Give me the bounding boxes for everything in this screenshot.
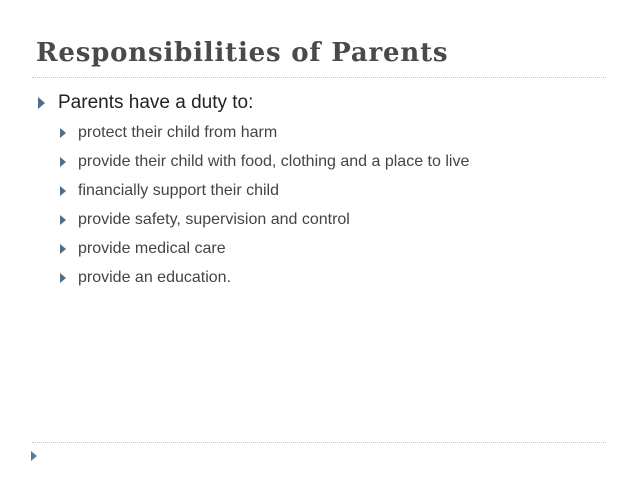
- bullet-triangle-icon: [60, 157, 66, 167]
- list-item: provide safety, supervision and control: [78, 211, 350, 228]
- list-item: provide medical care: [78, 240, 226, 257]
- list-item: protect their child from harm: [78, 124, 278, 141]
- list-item: financially support their child: [78, 182, 279, 199]
- bullet-triangle-icon: [60, 186, 66, 196]
- list-item: provide their child with food, clothing and a place to live: [78, 153, 470, 170]
- bullet-triangle-icon: [60, 244, 66, 254]
- lead-text: Parents have a duty to:: [58, 92, 254, 113]
- slide-title: Responsibilities of Parents: [36, 38, 449, 68]
- footer-triangle-icon: [31, 451, 37, 461]
- bullet-triangle-icon: [60, 273, 66, 283]
- footer-divider: [32, 442, 606, 443]
- bullet-triangle-icon: [38, 97, 45, 109]
- list-item: provide an education.: [78, 269, 231, 286]
- title-divider: [32, 77, 606, 78]
- bullet-triangle-icon: [60, 128, 66, 138]
- bullet-triangle-icon: [60, 215, 66, 225]
